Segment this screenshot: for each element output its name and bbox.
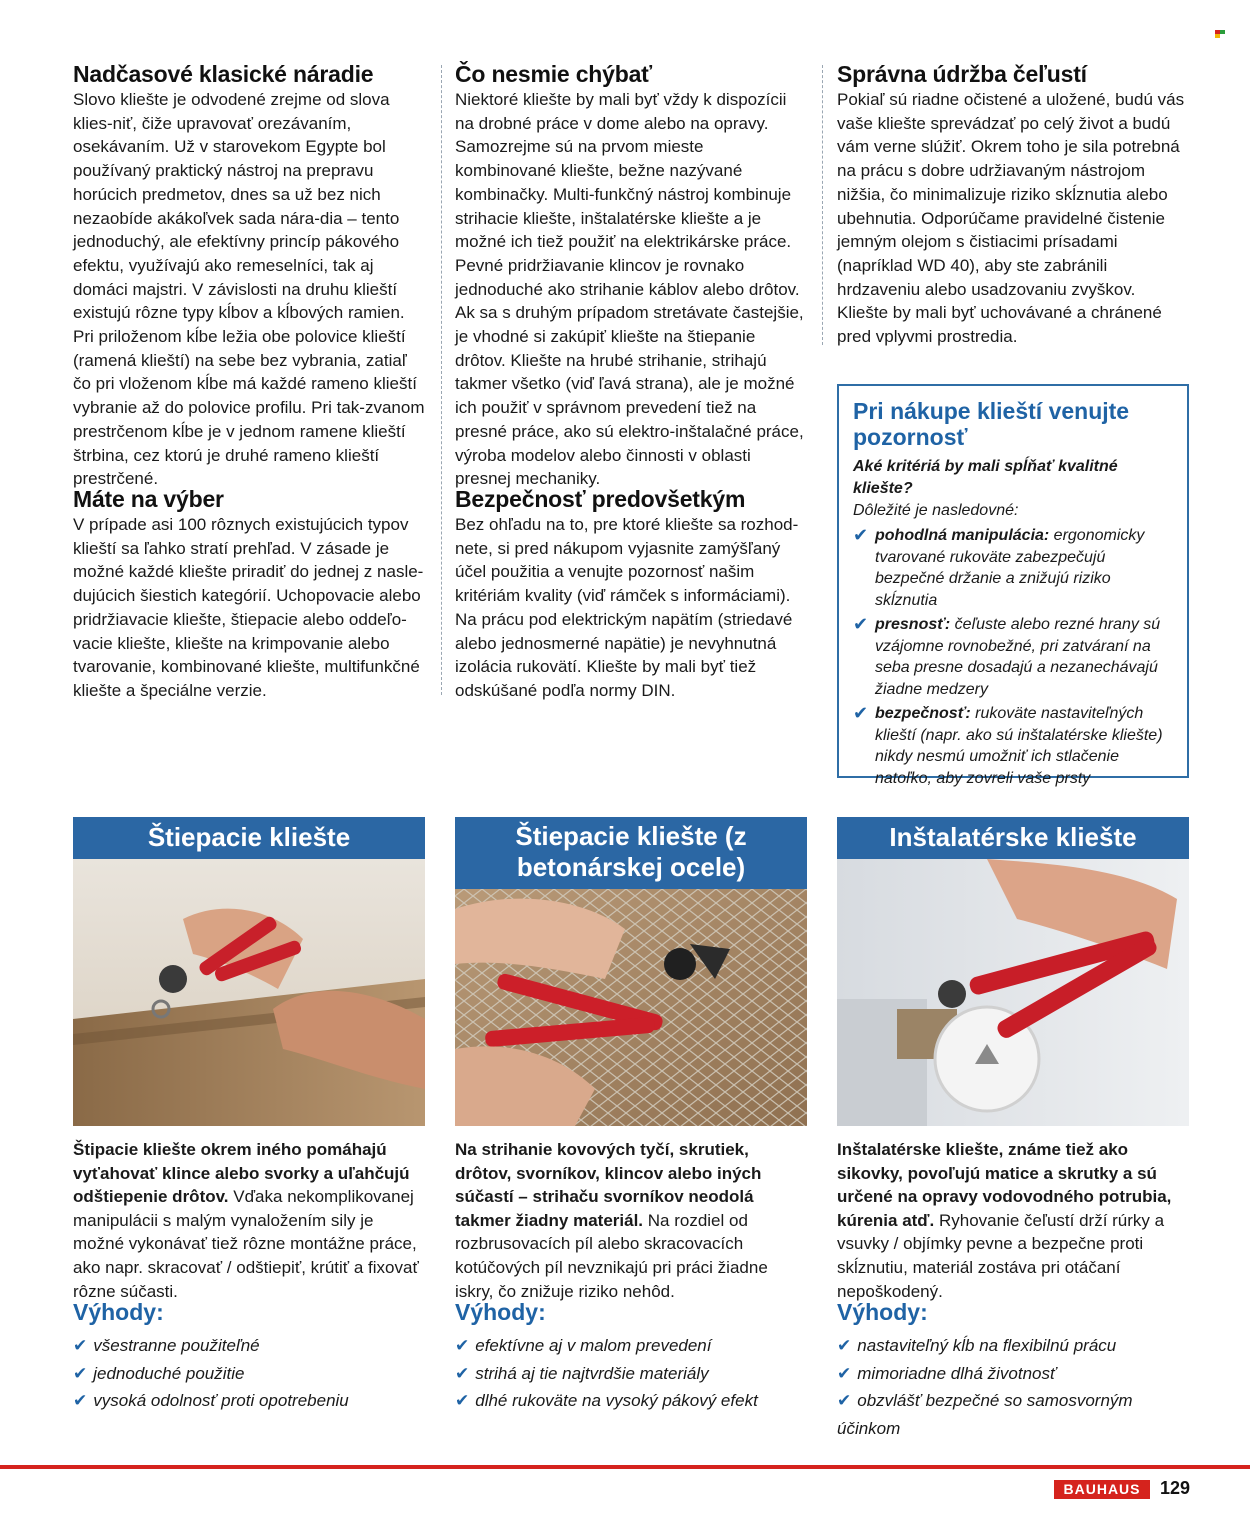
section-text: V prípade asi 100 rôznych existujúcich typov klieští sa ľahko stratí prehľad. V zásade je možné každé kliešte priradiť do jednej z nasle-dujúcich šiestich kategórií. Uchopovacie alebo pridržiavacie kliešte, štiepacie alebo oddeľo-vacie kliešte, kliešte na krimpovanie alebo tvarovanie, kombinované kliešte, multifunkčné kliešte a špeciálne verzie.	[73, 515, 424, 700]
caption-text: Na rozdiel od rozbrusovacích píl alebo skracovacích kotúčových píl nevznikajú pri práci žiadne iskry, čo znižuje riziko nehôd.	[455, 1210, 768, 1301]
criteria-text: rukoväte nastaviteľných klieští (napr. ako sú inštalatérske kliešte) nikdy nesmú umožniť ich stlačenie natoľko, aby zovreli vaše prsty	[875, 705, 1163, 787]
advantages-title: Výhody:	[455, 1299, 546, 1325]
advantage-item	[73, 1387, 425, 1415]
section-text: Slovo kliešte je odvodené zrejme od slova klies-niť, čiže upravovať orezávaním, osekávaním. Už v starovekom Egypte bol používaný praktický nástroj na prepravu horúcich predmetov, dnes sa už bez nich nezaobíde akákoľvek sada nára-dia – tento jednoduchý, ale efektívny princíp pákového efektu, využívajú ako remeselníci, tak aj domáci majstri. V závislosti na druhu klieští existujú rôzne typy kĺbov a kĺbových ramien. Pri priloženom kĺbe ležia obe polovice klieští (ramená klieští) na sebe bez vybrania, zatiaľ čo pri vloženom kĺbe má každé rameno klieští vybranie až do polovice profilu. Pri tak-zvanom prestrčenom kĺbe je v jednom ramene klieští štrbina, cez ktorú je druhé rameno klieští prestrčené.	[73, 90, 425, 489]
caption-text: Vďaka nekomplikovanej manipulácii s malým vynaložením sily je možné vykonávať tiež rôzne montážne práce, ako napr. skracovať / odštiepiť, krútiť a fixovať rôzne súčasti.	[73, 1187, 419, 1301]
column-2	[455, 60, 807, 491]
page-number: 129	[1160, 1478, 1191, 1498]
criteria-item	[853, 525, 1173, 611]
advantage-item	[455, 1387, 807, 1415]
corner-color-mark	[1215, 30, 1225, 38]
check-icon: ✔	[73, 1363, 88, 1383]
criteria-item	[853, 703, 1173, 789]
advantages-title: Výhody:	[837, 1299, 928, 1325]
section-title: Bezpečnosť predovšetkým	[455, 486, 746, 512]
check-icon: ✔	[853, 525, 869, 545]
info-box-question: Aké kritériá by mali spĺňať kvalitné kliešte?	[853, 458, 1118, 497]
product-caption	[837, 1138, 1189, 1303]
criteria-text: čeľuste alebo rezné hrany sú vzájomne rovnobežné, pri zatváraní na seba presne dosadajú a nezanechávajú žiadne medzery	[875, 616, 1161, 698]
check-icon: ✔	[455, 1363, 470, 1383]
advantage-item	[73, 1332, 425, 1360]
advantage-text: strihá aj tie najtvrdšie materiály	[475, 1363, 709, 1383]
check-icon: ✔	[837, 1336, 852, 1355]
advantage-item	[837, 1387, 1189, 1442]
caption-text: Ryhovanie čeľustí drží rúrky a vsuvky / objímky pevne a bezpečne proti skĺznutiu, materiál zostáva pri otáčaní nepoškodený.	[837, 1210, 1165, 1301]
info-box-intro: Dôležité je nasledovné:	[853, 502, 1019, 519]
advantage-text: vysoká odolnosť proti opotrebeniu	[93, 1391, 349, 1410]
product-banner: Štiepacie kliešte (z betonárskej ocele)	[455, 817, 807, 889]
column-3	[837, 60, 1189, 349]
column-divider	[822, 65, 823, 345]
product-banner: Inštalatérske kliešte	[837, 817, 1189, 859]
advantages	[837, 1298, 1189, 1442]
column-2-section-2	[455, 485, 807, 703]
criteria-label: presnosť:	[875, 616, 951, 633]
footer-rule	[0, 1465, 1250, 1469]
section-title: Nadčasové klasické náradie	[73, 61, 374, 87]
product-caption	[455, 1138, 807, 1303]
product-banner: Štiepacie kliešte	[73, 817, 425, 859]
product-photo-bolt-cutter	[455, 889, 807, 1126]
section-text: Niektoré kliešte by mali byť vždy k dispozícii na drobné práce v dome alebo na opravy. Samozrejme sú na prvom mieste kombinované kliešte, bežne nazývané kombinačky. Multi-funkčný nástroj kombinuje strihacie kliešte, inštalatérske kliešte a je možné ich tiež použiť na elektrikárske práce. Pevné pridržiavanie klincov je rovnako jednoduché ako strihanie káblov alebo drôtov. Ak sa s druhým prípadom stretávate častejšie, je vhodné si zakúpiť kliešte na štiepanie drôtov. Kliešte na hrubé strihanie, strihajú takmer všetko (viď ľavá strana), ale je možné ich použiť v správnom prevedení tiež na presné práce, ako sú elektro-inštalačné práce, výroba modelov alebo činnosti v oblasti presnej mechaniky.	[455, 90, 804, 489]
advantage-item	[455, 1332, 807, 1360]
caption-bold: Inštalatérske kliešte, známe tiež ako sikovky, povoľujú matice a skrutky a sú určené na opravy vodovodného potrubia, kúrenia atď.	[837, 1140, 1172, 1230]
caption-bold: Štipacie kliešte okrem iného pomáhajú vyťahovať klince alebo svorky a uľahčujú odštiepenie drôtov.	[73, 1140, 410, 1207]
advantage-item	[73, 1360, 425, 1388]
info-box-title: Pri nákupe klieští venujte pozornosť	[853, 398, 1130, 450]
advantage-item	[837, 1332, 1189, 1360]
advantage-item	[837, 1360, 1189, 1388]
product-photo-end-cutting-pliers	[73, 859, 425, 1126]
advantage-text: efektívne aj v malom prevedení	[475, 1336, 712, 1355]
column-1-section-2	[73, 485, 425, 703]
section-text: Bez ohľadu na to, pre ktoré kliešte sa rozhod-nete, si pred nákupom vyjasnite zamýšľaný účel použitia a venujte pozornosť našim kritériám kvality (viď rámček s informáciami). Na prácu pod elektrickým napätím (striedavé alebo jednosmerné napätie) je nevyhnutná izolácia rukovätí. Kliešte by mali byť tiež odskúšané podľa normy DIN.	[455, 515, 799, 700]
column-divider	[441, 65, 442, 695]
section-title: Máte na výber	[73, 486, 224, 512]
check-icon: ✔	[455, 1391, 470, 1410]
advantage-text: obzvlášť bezpečné so samosvorným účinkom	[837, 1391, 1133, 1438]
criteria-list	[853, 525, 1173, 789]
advantage-text: mimoriadne dlhá životnosť	[857, 1363, 1057, 1383]
criteria-label: pohodlná manipulácia:	[875, 527, 1050, 544]
advantage-text: nastaviteľný kĺb na flexibilnú prácu	[857, 1336, 1117, 1355]
section-title: Správna údržba čeľustí	[837, 61, 1087, 87]
caption-bold: Na strihanie kovových tyčí, skrutiek, drôtov, svorníkov, klincov alebo iných súčastí – strihaču svorníkov neodolá takmer žiadny materiál.	[455, 1140, 762, 1230]
criteria-label: bezpečnosť:	[875, 705, 971, 722]
check-icon: ✔	[853, 703, 869, 723]
product-photo-water-pump-pliers	[837, 859, 1189, 1126]
advantage-text: dlhé rukoväte na vysoký pákový efekt	[475, 1391, 758, 1410]
advantages	[455, 1298, 807, 1415]
criteria-text: ergonomicky tvarované rukoväte zabezpečujú bezpečné držanie a znižujú riziko skĺznutia	[875, 527, 1145, 609]
check-icon: ✔	[853, 614, 869, 634]
check-icon: ✔	[73, 1336, 88, 1355]
advantage-item	[455, 1360, 807, 1388]
check-icon: ✔	[455, 1336, 470, 1355]
bauhaus-logo: BAUHAUS	[1054, 1480, 1150, 1499]
advantage-text: všestranne použiteľné	[93, 1336, 260, 1355]
product-caption	[73, 1138, 425, 1303]
advantages-title: Výhody:	[73, 1299, 164, 1325]
section-text: Pokiaľ sú riadne očistené a uložené, budú vás vaše kliešte sprevádzať po celý život a budú vám verne slúžiť. Okrem toho je sila potrebná na prácu s dobre udržiavaným nástrojom nižšia, čo minimalizuje riziko skĺznutia alebo ubehnutia. Odporúčame pravidelné čistenie jemným olejom s čistiacimi prísadami (napríklad WD 40), aby ste zabránili hrdzaveniu alebo usadzovaniu zvyškov. Kliešte by mali byť uchovávané a chránené pred vplyvmi prostredia.	[837, 90, 1185, 347]
section-title: Čo nesmie chýbať	[455, 61, 652, 87]
check-icon: ✔	[837, 1391, 852, 1410]
advantages	[73, 1298, 425, 1415]
criteria-item	[853, 614, 1173, 700]
advantage-text: jednoduché použitie	[93, 1363, 245, 1383]
info-box	[837, 384, 1189, 787]
check-icon: ✔	[837, 1363, 852, 1383]
check-icon: ✔	[73, 1391, 88, 1410]
column-1	[73, 60, 425, 491]
